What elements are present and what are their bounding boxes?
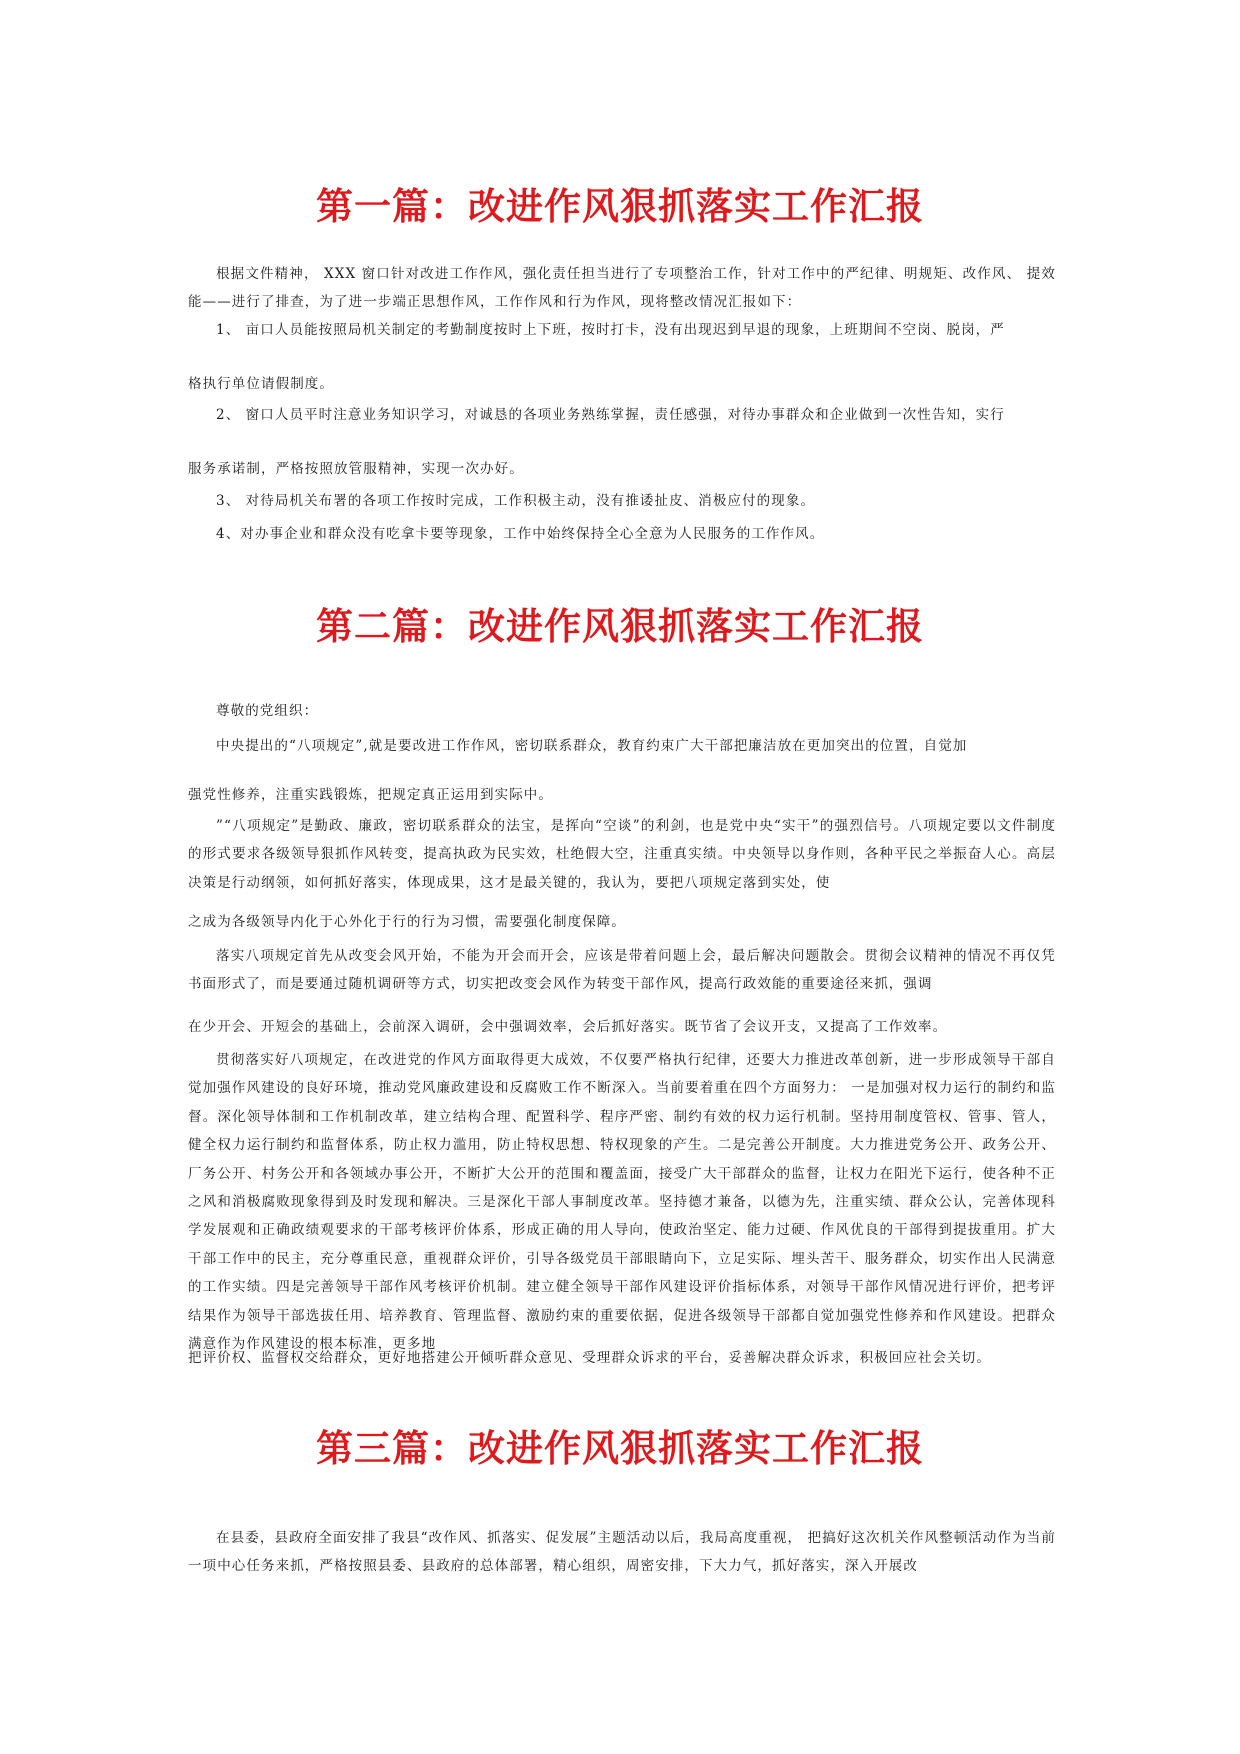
section-3-title: 第三篇：改进作风狠抓落实工作汇报 (316, 1427, 924, 1470)
section-2-greeting: 尊敬的党组织： (216, 703, 319, 719)
section-2-paragraph-1: 中央提出的“八项规定”,就是要改进工作作风，密切联系群众，教育约束广大干部把廉洁放在更加突出的位置，自觉加 (216, 738, 968, 754)
section-3-paragraph-1: 在县委，县政府全面安排了我县“改作风、抓落实、促发展”主题活动以后，我局高度重视， 把搞好这次机关作风整顿活动作为当前一项中心任务来抓，严格按照县委、县政府的总体部署，精心组织，周密安排，下大力气，抓好落实，深入开展改 (188, 1530, 1056, 1575)
section-1-item-2: 2、 窗口人员平时注意业务知识学习，对诚恳的各项业务熟练掌握，责任感强，对待办事群众和企业做到一次性告知，实行 (216, 407, 1005, 423)
section-1-item-1-cont: 格执行单位请假制度。 (188, 376, 334, 392)
section-1-item-3: 3、 对待局机关布署的各项工作按时完成，工作积极主动，没有推诿扯皮、消极应付的现象。 (216, 493, 816, 509)
section-1-item-4: 4、对办事企业和群众没有吃拿卡要等现象，工作中始终保持全心全意为人民服务的工作作风。 (216, 526, 825, 542)
section-2-paragraph-3-cont: 在少开会、开短会的基础上，会前深入调研，会中强调效率，会后抓好落实。既节省了会议开支，又提高了工作效率。 (188, 1019, 948, 1035)
section-1-item-1: 1、 亩口人员能按照局机关制定的考勤制度按时上下班，按时打卡，没有出现迟到早退的现象，上班期间不空岗、脱岗，严 (216, 322, 1005, 338)
section-1-item-2-cont: 服务承诺制，严格按照放管服精神，实现一次办好。 (188, 461, 524, 477)
section-2-paragraph-4: 贯彻落实好八项规定，在改进党的作风方面取得更大成效，不仅要严格执行纪律，还要大力推进改革创新，进一步形成领导干部自觉加强作风建设的良好环境，推动党风廉政建设和反腐败工作不断深入。当前要着重在四个方面努力： 一是加强对权力运行的制约和监督。深化领导体制和工作机制改革，建立结构合理、配置科学、程序严密、制约有效的权力运行机制。坚持用制度管权、管事、管人，健全权力运行制约和监督体系，防止权力滥用，防止特权思想、特权现象的产生。二是完善公开制度。大力推进党务公开、政务公开、厂务公开、村务公开和各领域办事公开，不断扩大公开的范围和覆盖面，接受广大干部群众的监督，让权力在阳光下运行，使各种不正之风和消极腐败现象得到及时发现和解决。三是深化干部人事制度改革。坚持德才兼备，以德为先，注重实绩、群众公认，完善体现科学发展观和正确政绩观要求的干部考核评价体系，形成正确的用人导向，使政治坚定、能力过硬、作风优良的干部得到提拔重用。扩大干部工作中的民主，充分尊重民意，重视群众评价，引导各级党员干部眼睛向下，立足实际、埋头苦干、服务群众，切实作出人民满意的工作实绩。四是完善领导干部作风考核评价机制。建立健全领导干部作风建设评价指标体系，对领导干部作风情况进行评价，把考评结果作为领导干部选拔任用、培养教育、管理监督、激励约束的重要依据，促进各级领导干部都自觉加强党性修养和作风建设。把群众满意作为作风建设的根本标准，更多地 (188, 1052, 1056, 1353)
section-2-paragraph-2-cont: 之成为各级领导内化于心外化于行的行为习惯，需要强化制度保障。 (188, 914, 626, 930)
section-1-title: 第一篇：改进作风狠抓落实工作汇报 (316, 185, 924, 228)
section-2-paragraph-1-cont: 强党性修养，注重实践锻炼，把规定真正运用到实际中。 (188, 787, 553, 803)
section-2-title: 第二篇：改进作风狠抓落实工作汇报 (316, 605, 924, 648)
section-2-paragraph-3: 落实八项规定首先从改变会风开始，不能为开会而开会，应该是带着问题上会，最后解决问题散会。贯彻会议精神的情况不再仅凭书面形式了，而是要通过随机调研等方式，切实把改变会风作为转变干部作风，提高行政效能的重要途径来抓，强调 (188, 948, 1056, 993)
section-1-intro: 根据文件精神， XXX 窗口针对改进工作作风，强化责任担当进行了专项整治工作，针对工作中的严纪律、明规矩、改作风、 提效能——进行了排查，为了进一步端正思想作风，工作作风和行为作风，现将整改情况汇报如下： (188, 266, 1056, 311)
section-2-paragraph-2: ”“八项规定”是勤政、廉政，密切联系群众的法宝，是挥向“空谈”的利剑，也是党中央“实干”的强烈信号。八项规定要以文件制度的形式要求各级领导狠抓作风转变，提高执政为民实效，杜绝假大空，注重真实绩。中央领导以身作则，各种平民之举振奋人心。高层决策是行动纲领，如何抓好落实，体现成果，这才是最关键的，我认为，要把八项规定落到实处，使 (188, 818, 1056, 891)
section-2-paragraph-4-cont: 把评价权、监督权交给群众，更好地搭建公开倾听群众意见、受理群众诉求的平台，妥善解决群众诉求，积极回应社会关切。 (188, 1350, 991, 1366)
